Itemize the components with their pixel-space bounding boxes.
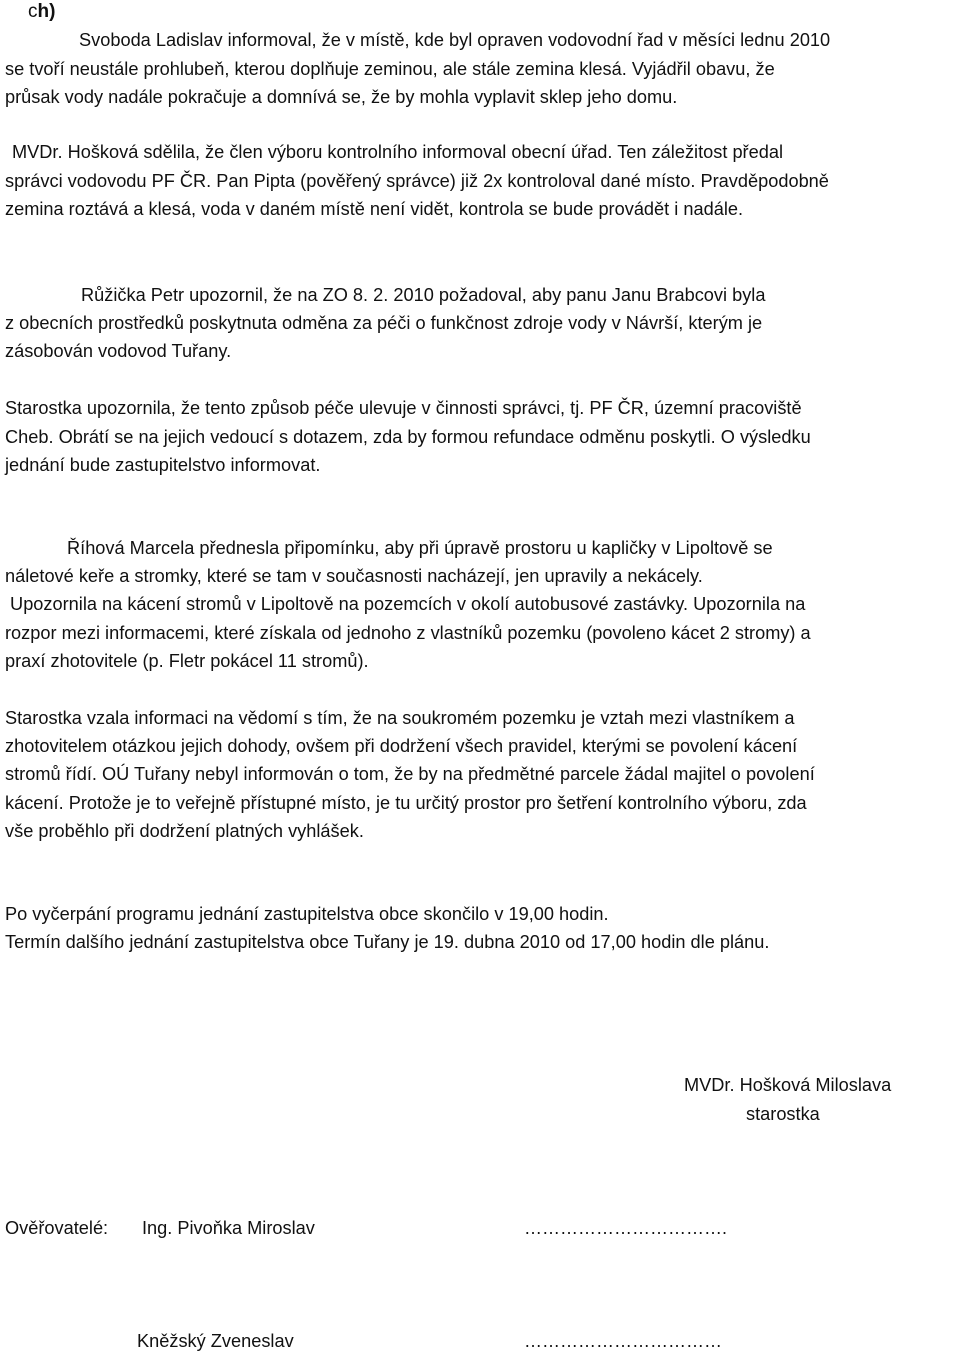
paragraph-line: zásobován vodovod Tuřany. [5, 341, 232, 361]
verifiers-label: Ověřovatelé: [5, 1218, 109, 1238]
paragraph-line: Termín dalšího jednání zastupitelstva obce Tuřany je 19. dubna 2010 od 17,00 hodin dle plánu. [5, 932, 770, 952]
section-heading-prefix: c [28, 1, 38, 22]
paragraph-line: Říhová Marcela přednesla připomínku, aby při úpravě prostoru u kapličky v Lipoltově se [67, 538, 773, 558]
paragraph-line: průsak vody nadále pokračuje a domnívá se, že by mohla vyplavit sklep jeho domu. [5, 87, 678, 107]
paragraph-line: zemina roztává a klesá, voda v daném místě není vidět, kontrola se bude provádět i nadále. [5, 199, 744, 219]
paragraph-line: vše proběhlo při dodržení platných vyhlášek. [5, 821, 364, 841]
paragraph-line: náletové keře a stromky, které se tam v současnosti nacházejí, jen upravily a nekácely. [5, 566, 703, 586]
paragraph-line: zhotovitelem otázkou jejich dohody, ovšem při dodržení všech pravidel, kterými se povolení kácení [5, 736, 798, 756]
signature-name: MVDr. Hošková Miloslava [684, 1075, 892, 1095]
paragraph-line: z obecních prostředků poskytnuta odměna za péči o funkčnost zdroje vody v Návrší, kterým je [5, 313, 763, 333]
verifier-first-name: Ing. Pivoňka Miroslav [142, 1218, 315, 1238]
paragraph-line: Po vyčerpání programu jednání zastupitelstva obce skončilo v 19,00 hodin. [5, 904, 609, 924]
paragraph-line: stromů řídí. OÚ Tuřany nebyl informován o tom, že by na předmětné parcele žádal majitel o povolení [5, 764, 815, 784]
paragraph-line: MVDr. Hošková sdělila, že člen výboru kontrolního informoval obecní úřad. Ten záležitost předal [12, 142, 784, 162]
paragraph-line: praxí zhotovitele (p. Fletr pokácel 11 stromů). [5, 651, 369, 671]
verifier-second-signature-line: …………………………… [524, 1331, 722, 1351]
paragraph-line: správci vodovodu PF ČR. Pan Pipta (pověřený správce) již 2x kontroloval dané místo. Pravděpodobně [5, 171, 829, 191]
paragraph-line: Svoboda Ladislav informoval, že v místě, kde byl opraven vodovodní řad v měsíci lednu 2010 [79, 30, 831, 50]
verifier-first-signature-line: ……………………………. [524, 1218, 728, 1238]
paragraph-line: kácení. Protože je to veřejně přístupné místo, je tu určitý prostor pro šetření kontrolního výboru, zda [5, 793, 807, 813]
paragraph-line: jednání bude zastupitelstvo informovat. [5, 455, 321, 475]
verifier-second-name: Kněžský Zveneslav [137, 1331, 294, 1351]
paragraph-line: rozpor mezi informacemi, které získala od jednoho z vlastníků pozemku (povoleno kácet 2 stromy) a [5, 623, 811, 643]
paragraph-line: Cheb. Obrátí se na jejich vedoucí s dotazem, zda by formou refundace odměnu poskytli. O výsledku [5, 427, 811, 447]
paragraph-line: Upozornila na kácení stromů v Lipoltově na pozemcích v okolí autobusové zastávky. Upozornila na [5, 594, 806, 614]
paragraph-line: Růžička Petr upozornil, že na ZO 8. 2. 2010 požadoval, aby panu Janu Brabcovi byla [81, 285, 766, 305]
section-heading-suffix: h) [37, 1, 56, 22]
section-heading [28, 0, 55, 24]
paragraph-line: Starostka vzala informaci na vědomí s tím, že na soukromém pozemku je vztah mezi vlastníkem a [5, 708, 795, 728]
signature-role: starostka [746, 1104, 820, 1124]
paragraph-line: Starostka upozornila, že tento způsob péče ulevuje v činnosti správci, tj. PF ČR, územní pracoviště [5, 398, 802, 418]
paragraph-line: se tvoří neustále prohlubeň, kterou doplňuje zeminou, ale stále zemina klesá. Vyjádřil obavu, že [5, 59, 775, 79]
